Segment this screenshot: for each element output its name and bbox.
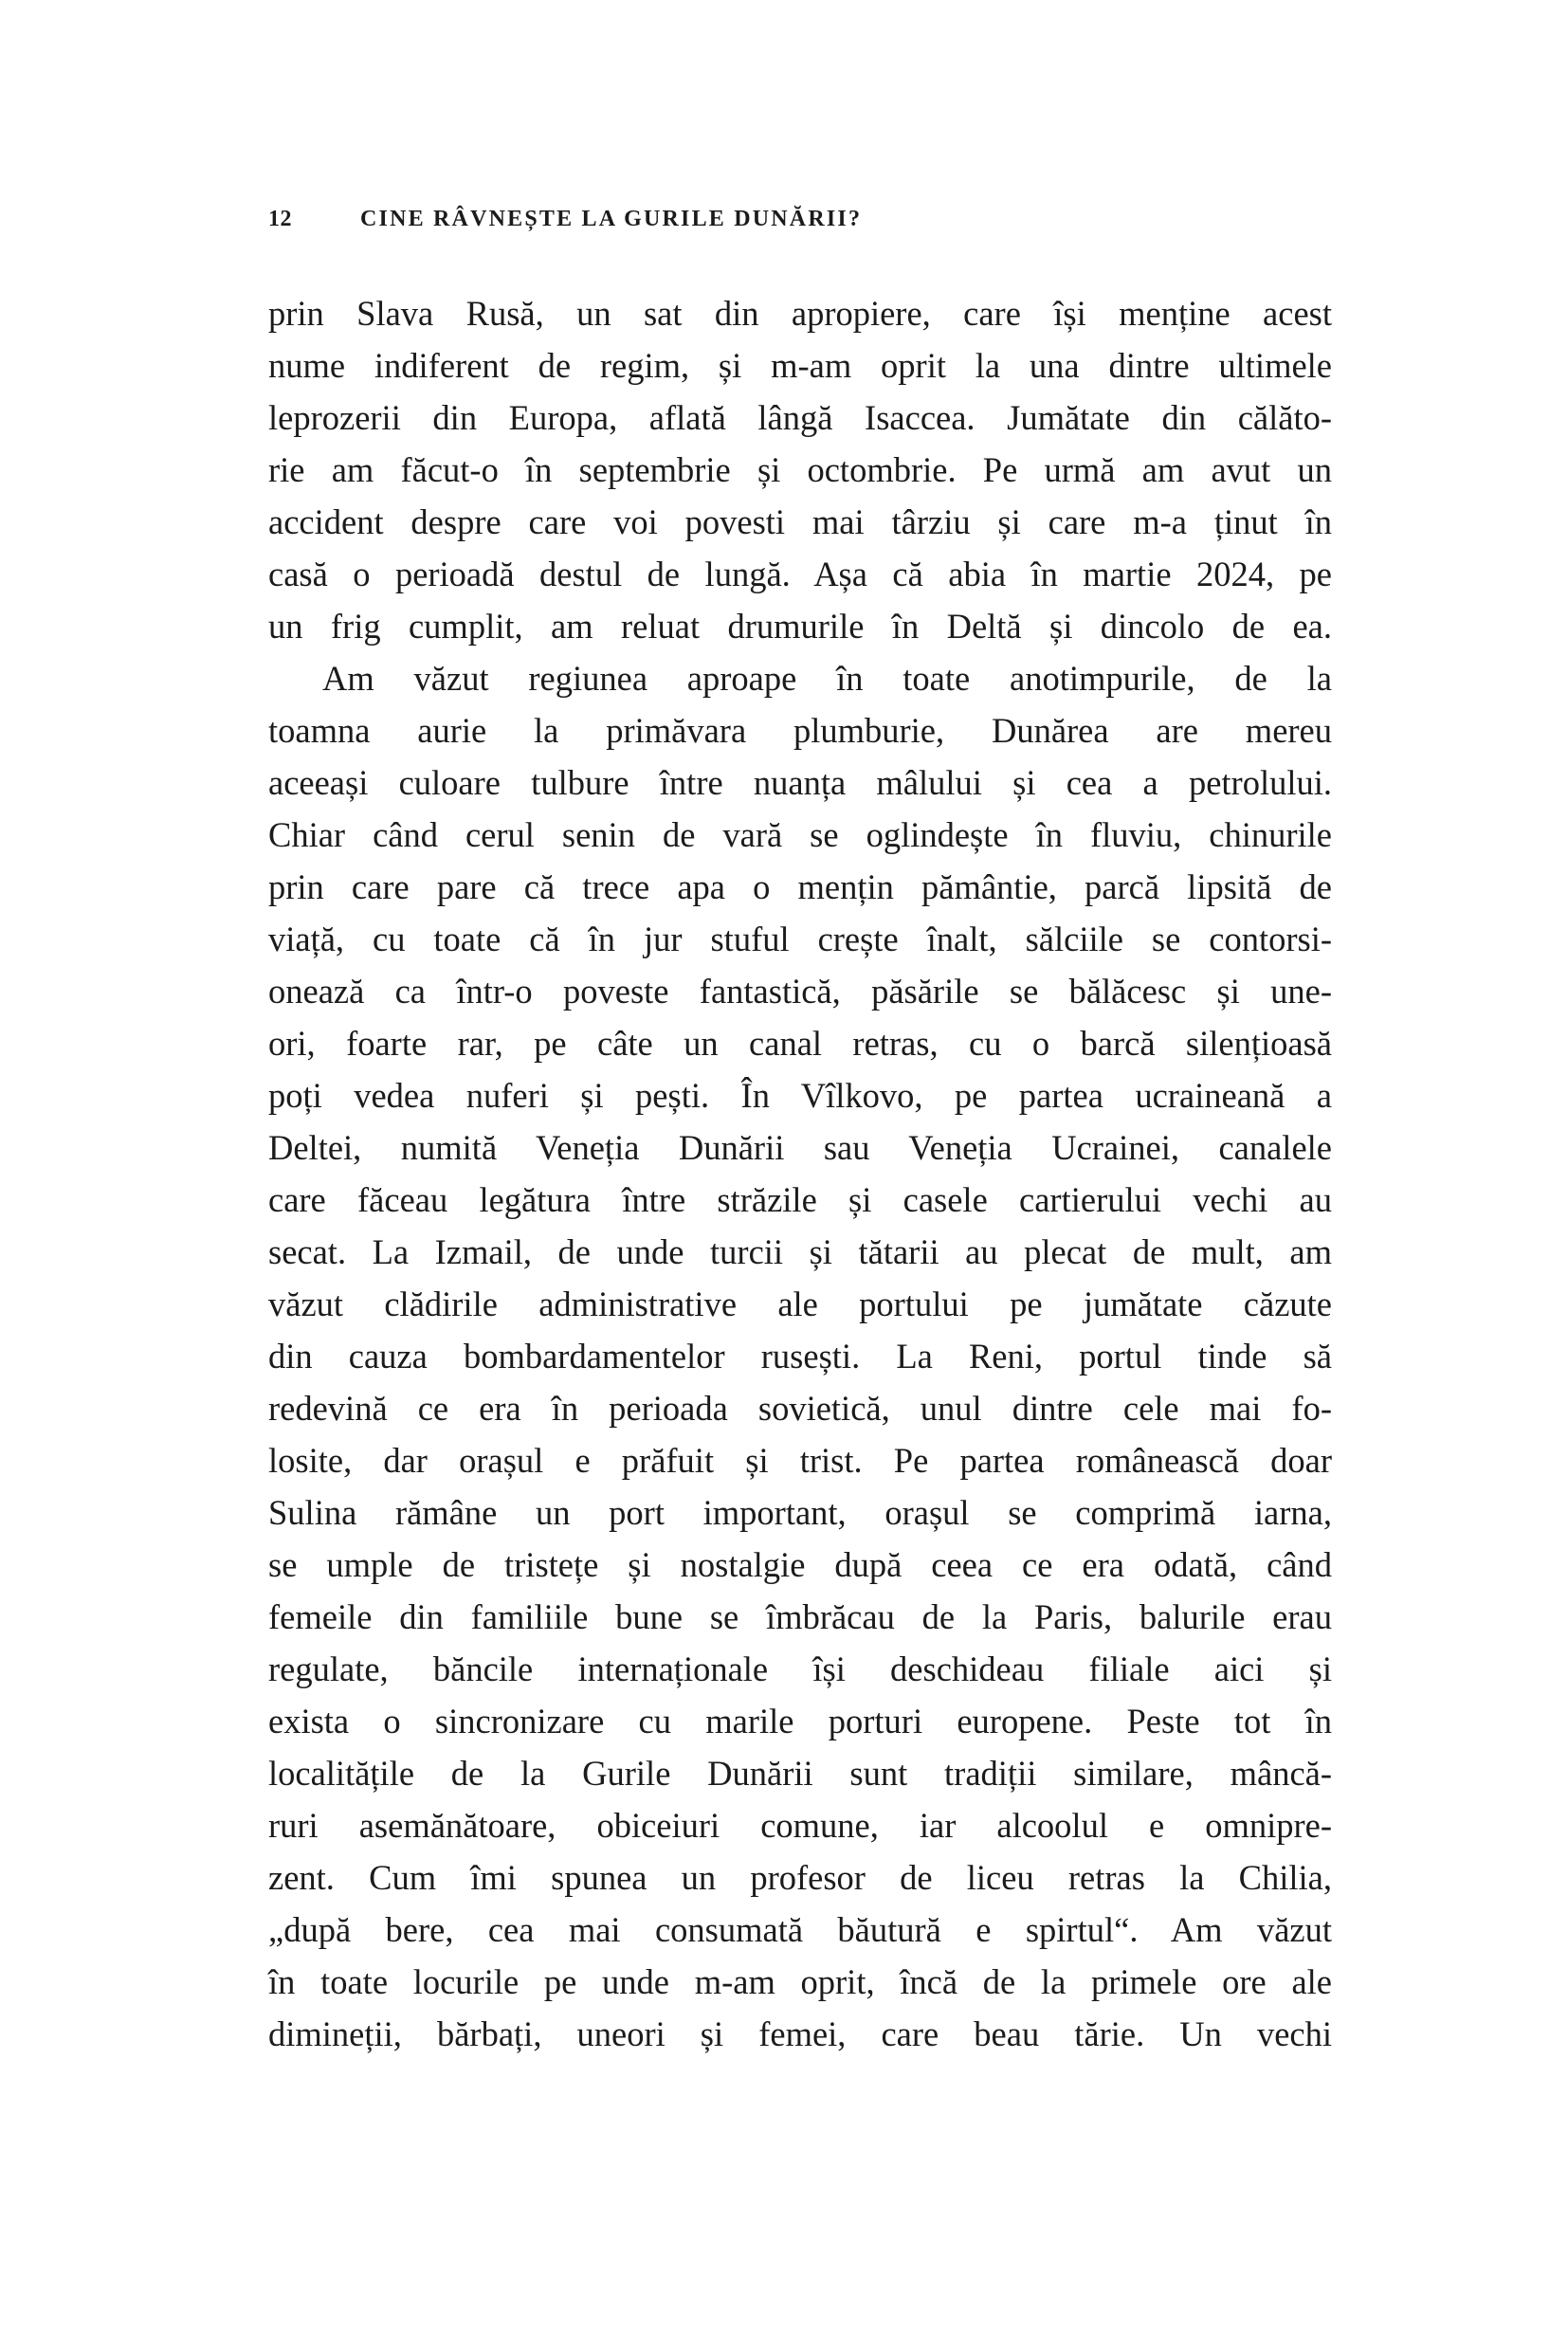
text-line: Deltei, numită Veneția Dunării sau Veneția Ucrainei, canalele [268,1128,1332,1167]
text-line: aceeași culoare tulbure între nuanța mâlului și cea a petrolului. [268,763,1332,802]
text-line: Chiar când cerul senin de vară se oglindește în fluviu, chinurile [268,815,1332,854]
running-title: CINE RÂVNEȘTE LA GURILE DUNĂRII? [360,207,863,231]
text-line: dimineții, bărbați, uneori și femei, care beau tărie. Un vechi [268,2014,1332,2053]
text-line: viață, cu toate că în jur stuful crește înalt, sălciile se contorsi- [268,920,1332,958]
text-line: prin Slava Rusă, un sat din apropiere, care își menține acest [268,294,1332,333]
text-line: Am văzut regiunea aproape în toate anotimpurile, de la [322,659,1332,698]
text-line: care făceau legătura între străzile și casele cartierului vechi au [268,1180,1332,1219]
text-line: toamna aurie la primăvara plumburie, Dunărea are mereu [268,711,1332,750]
text-line: onează ca într-o poveste fantastică, păsările se bălăcesc și une- [268,972,1332,1011]
text-line: femeile din familiile bune se îmbrăcau de la Paris, balurile erau [268,1597,1332,1636]
text-line: regulate, băncile internaționale își deschideau filiale aici și [268,1649,1332,1688]
text-line: poți vedea nuferi și pești. În Vîlkovo, pe partea ucraineană a [268,1076,1332,1115]
text-line: casă o perioadă destul de lungă. Așa că abia în martie 2024, pe [268,555,1332,593]
text-line: localitățile de la Gurile Dunării sunt tradiții similare, mâncă- [268,1754,1332,1793]
text-line: redevină ce era în perioada sovietică, unul dintre cele mai fo- [268,1389,1332,1428]
text-line: leprozerii din Europa, aflată lângă Isaccea. Jumătate din călăto- [268,398,1332,437]
paragraph-2 [268,652,1332,2060]
running-header [268,207,862,237]
page-number: 12 [268,207,292,231]
text-line: văzut clădirile administrative ale portului pe jumătate căzute [268,1285,1332,1323]
text-line: prin care pare că trece apa o mențin pământie, parcă lipsită de [268,867,1332,906]
text-line: ori, foarte rar, pe câte un canal retras, cu o barcă silențioasă [268,1024,1332,1063]
text-line: un frig cumplit, am reluat drumurile în Deltă și dincolo de ea. [268,607,1332,646]
text-line: nume indiferent de regim, și m-am oprit la una dintre ultimele [268,346,1332,385]
text-line: secat. La Izmail, de unde turcii și tătarii au plecat de mult, am [268,1232,1332,1271]
text-line: rie am făcut-o în septembrie și octombrie. Pe urmă am avut un [268,450,1332,489]
text-line: se umple de tristețe și nostalgie după ceea ce era odată, când [268,1545,1332,1584]
text-line: „după bere, cea mai consumată băutură e spirtul“. Am văzut [268,1910,1332,1949]
text-line: zent. Cum îmi spunea un profesor de liceu retras la Chilia, [268,1858,1332,1897]
text-line: exista o sincronizare cu marile porturi europene. Peste tot în [268,1702,1332,1740]
text-line: în toate locurile pe unde m-am oprit, încă de la primele ore ale [268,1962,1332,2001]
body-text [268,287,1332,2060]
paragraph-1 [268,287,1332,652]
text-line: losite, dar orașul e prăfuit și trist. Pe partea românească doar [268,1441,1332,1480]
text-line: accident despre care voi povesti mai târziu și care m-a ținut în [268,502,1332,541]
text-line: ruri asemănătoare, obiceiuri comune, iar alcoolul e omnipre- [268,1806,1332,1845]
text-line: Sulina rămâne un port important, orașul se comprimă iarna, [268,1493,1332,1532]
text-line: din cauza bombardamentelor rusești. La Reni, portul tinde să [268,1337,1332,1376]
